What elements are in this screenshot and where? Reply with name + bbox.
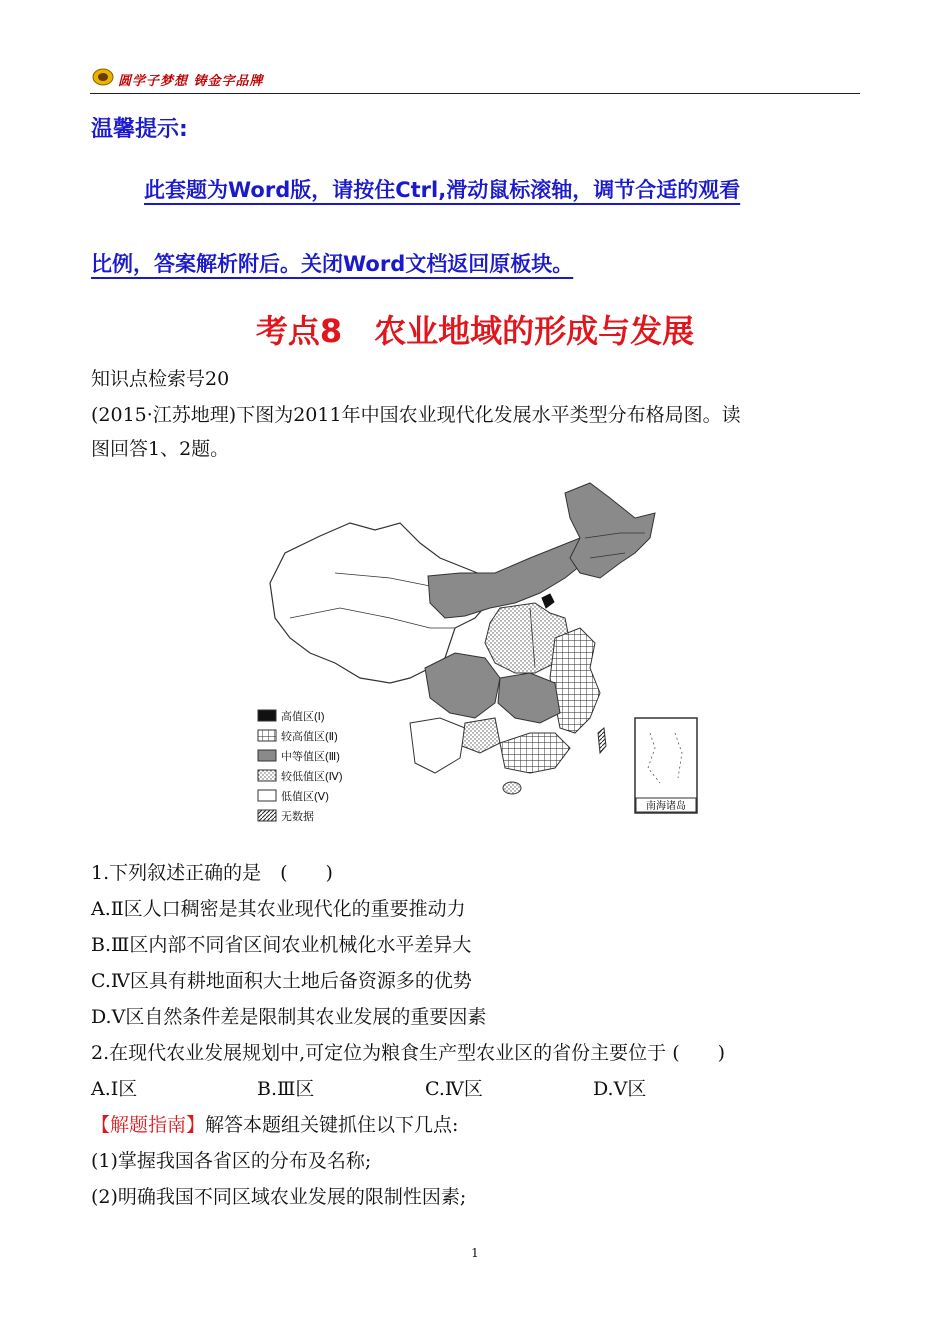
- legend-label: 中等值区(Ⅲ): [281, 751, 340, 763]
- map-legend: [258, 709, 342, 823]
- legend-label: 高值区(Ⅰ): [281, 711, 325, 723]
- legend-swatch-black: [258, 710, 276, 721]
- guide-text: 解答本题组关键抓住以下几点:: [205, 1114, 459, 1136]
- q1-option-a[interactable]: A.Ⅱ区人口稠密是其农业现代化的重要推动力: [91, 898, 466, 920]
- legend-swatch-grid: [258, 730, 276, 741]
- page-title: 考点8 农业地域的形成与发展: [255, 312, 695, 350]
- legend-label: 无数据: [281, 811, 314, 823]
- region-hainan: [503, 782, 521, 794]
- q2-option-d[interactable]: D.Ⅴ区: [593, 1078, 647, 1100]
- region-east-grid: [550, 628, 600, 733]
- guide-label: 【解题指南】: [91, 1114, 206, 1136]
- tip-title: 温馨提示:: [91, 117, 188, 142]
- legend-label: 较高值区(Ⅱ): [281, 731, 338, 743]
- legend-label: 低值区(Ⅴ): [281, 791, 329, 803]
- region-south-grid: [500, 733, 570, 773]
- region-yunnan: [410, 718, 465, 773]
- q2-stem: 2.在现代农业发展规划中,可定位为粮食生产型农业区的省份主要位于 ( ): [91, 1042, 726, 1064]
- region-taiwan: [598, 728, 606, 753]
- header-slogan: 圆学子梦想 铸金字品牌: [118, 74, 264, 89]
- legend-swatch-hatch: [258, 810, 276, 821]
- page-number: 1: [471, 1246, 479, 1260]
- region-beijing: [542, 594, 554, 608]
- legend-label: 较低值区(Ⅳ): [281, 771, 343, 783]
- header-divider: [90, 93, 860, 94]
- brand-logo-icon: [92, 68, 114, 86]
- legend-swatch-gray: [258, 750, 276, 761]
- intro-line-2: 图回答1、2题。: [91, 438, 230, 460]
- q1-option-c[interactable]: C.Ⅳ区具有耕地面积大土地后备资源多的优势: [91, 970, 472, 992]
- region-northeast: [565, 483, 655, 578]
- region-inner-mongolia: [428, 538, 590, 618]
- inset-label: 南海诸岛: [646, 801, 686, 812]
- legend-swatch-dots: [258, 770, 276, 781]
- intro-line-1: (2015·江苏地理)下图为2011年中国农业现代化发展水平类型分布格局图。读: [91, 404, 741, 426]
- region-sichuan: [425, 653, 500, 718]
- guide-point-1: (1)掌握我国各省区的分布及名称;: [91, 1150, 372, 1172]
- tip-line-1[interactable]: 此套题为Word版，请按住Ctrl,滑动鼠标滚轴，调节合适的观看: [144, 178, 741, 202]
- q2-option-c[interactable]: C.Ⅳ区: [425, 1078, 483, 1100]
- guide-line: [91, 1110, 458, 1140]
- china-agriculture-map: [250, 478, 700, 828]
- q1-option-d[interactable]: D.Ⅴ区自然条件差是限制其农业发展的重要因素: [91, 1006, 487, 1028]
- tip-line-2[interactable]: 比例，答案解析附后。关闭Word文档返回原板块。: [91, 252, 574, 276]
- guide-point-2: (2)明确我国不同区域农业发展的限制性因素;: [91, 1186, 467, 1208]
- q1-stem: 1.下列叙述正确的是 ( ): [91, 862, 333, 884]
- q1-option-b[interactable]: B.Ⅲ区内部不同省区间农业机械化水平差异大: [91, 934, 472, 956]
- legend-swatch-white: [258, 790, 276, 801]
- q2-option-b[interactable]: B.Ⅲ区: [257, 1078, 315, 1100]
- region-guizhou: [462, 718, 500, 753]
- index-label: 知识点检索号20: [91, 368, 230, 390]
- q2-option-a[interactable]: A.Ⅰ区: [91, 1078, 138, 1100]
- south-sea-inset: [635, 718, 697, 813]
